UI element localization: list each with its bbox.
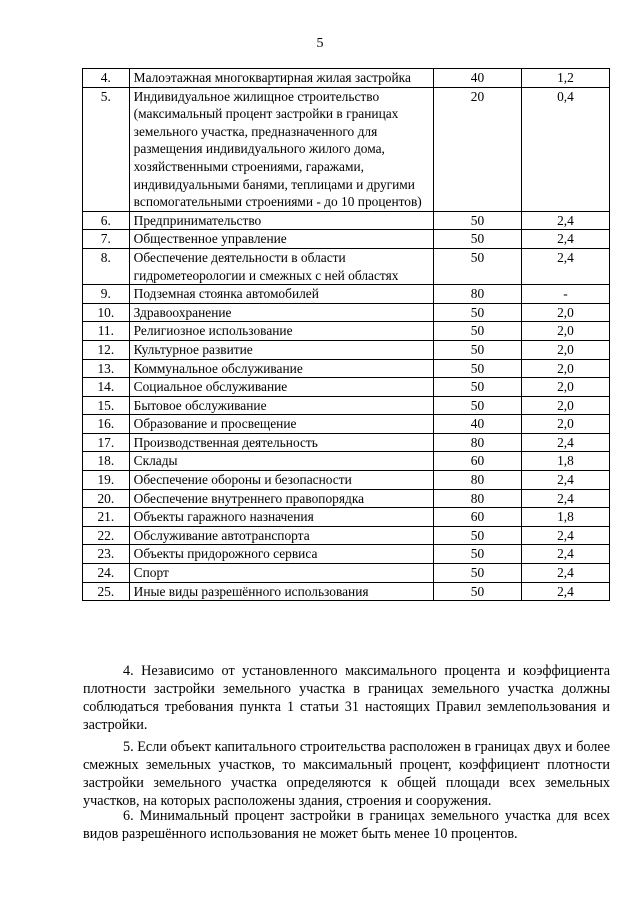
row-number-cell: 17.	[83, 433, 130, 452]
max-percent-cell: 80	[434, 471, 522, 490]
density-coefficient-cell: 2,4	[521, 433, 609, 452]
land-use-name-cell: Образование и просвещение	[129, 415, 433, 434]
density-coefficient-cell: 2,4	[521, 211, 609, 230]
row-number-cell: 25.	[83, 582, 130, 601]
table-row	[83, 87, 610, 211]
density-coefficient-cell: 2,0	[521, 340, 609, 359]
land-use-name-cell: Обеспечение внутреннего правопорядка	[129, 489, 433, 508]
density-coefficient-cell: 1,2	[521, 69, 609, 88]
land-use-name-cell: Культурное развитие	[129, 340, 433, 359]
row-number-cell: 4.	[83, 69, 130, 88]
row-number-cell: 16.	[83, 415, 130, 434]
density-coefficient-cell: 2,0	[521, 415, 609, 434]
max-percent-cell: 50	[434, 545, 522, 564]
land-use-name-cell: Объекты придорожного сервиса	[129, 545, 433, 564]
row-number-cell: 15.	[83, 396, 130, 415]
row-number-cell: 12.	[83, 340, 130, 359]
max-percent-cell: 80	[434, 285, 522, 304]
table-row	[83, 303, 610, 322]
density-coefficient-cell: 0,4	[521, 87, 609, 211]
max-percent-cell: 50	[434, 359, 522, 378]
density-coefficient-cell: 2,0	[521, 359, 609, 378]
land-use-name-cell: Малоэтажная многоквартирная жилая застройка	[129, 69, 433, 88]
table-row	[83, 378, 610, 397]
density-coefficient-cell: 2,0	[521, 322, 609, 341]
row-number-cell: 23.	[83, 545, 130, 564]
density-coefficient-cell: 2,4	[521, 471, 609, 490]
row-number-cell: 19.	[83, 471, 130, 490]
row-number-cell: 5.	[83, 87, 130, 211]
max-percent-cell: 60	[434, 508, 522, 527]
row-number-cell: 9.	[83, 285, 130, 304]
land-use-name-cell: Производственная деятельность	[129, 433, 433, 452]
table-row	[83, 545, 610, 564]
table-row	[83, 452, 610, 471]
max-percent-cell: 50	[434, 211, 522, 230]
max-percent-cell: 80	[434, 433, 522, 452]
row-number-cell: 11.	[83, 322, 130, 341]
row-number-cell: 6.	[83, 211, 130, 230]
table-row	[83, 340, 610, 359]
max-percent-cell: 50	[434, 230, 522, 249]
table-row	[83, 471, 610, 490]
land-use-name-cell: Социальное обслуживание	[129, 378, 433, 397]
page-number: 5	[316, 36, 324, 51]
table-row	[83, 322, 610, 341]
table-row	[83, 489, 610, 508]
max-percent-cell: 50	[434, 526, 522, 545]
land-use-name-cell: Обслуживание автотранспорта	[129, 526, 433, 545]
row-number-cell: 14.	[83, 378, 130, 397]
density-coefficient-cell: 1,8	[521, 452, 609, 471]
max-percent-cell: 40	[434, 415, 522, 434]
max-percent-cell: 50	[434, 378, 522, 397]
land-use-name-cell: Бытовое обслуживание	[129, 396, 433, 415]
land-use-name-cell: Религиозное использование	[129, 322, 433, 341]
density-coefficient-cell: 2,0	[521, 378, 609, 397]
table-row	[83, 582, 610, 601]
density-coefficient-cell: 2,0	[521, 303, 609, 322]
table-row	[83, 230, 610, 249]
table-row	[83, 359, 610, 378]
row-number-cell: 8.	[83, 248, 130, 284]
max-percent-cell: 50	[434, 396, 522, 415]
paragraph-4: 4. Независимо от установленного максимального процента и коэффициента плотности застройки земельного участка в границах земельного участка должны соблюдаться требования пункта 1 статьи 31 настоящих Правил землепользования и застройки.	[83, 663, 610, 733]
land-use-name-cell: Объекты гаражного назначения	[129, 508, 433, 527]
density-coefficient-cell: 2,4	[521, 230, 609, 249]
land-use-name-cell: Иные виды разрешённого использования	[129, 582, 433, 601]
table-row	[83, 396, 610, 415]
table-row	[83, 433, 610, 452]
paragraph-6: 6. Минимальный процент застройки в границах земельного участка для всех видов разрешённого использования не может быть менее 10 процентов.	[83, 808, 610, 842]
row-number-cell: 13.	[83, 359, 130, 378]
density-coefficient-cell: 2,4	[521, 564, 609, 583]
land-use-name-cell: Общественное управление	[129, 230, 433, 249]
row-number-cell: 24.	[83, 564, 130, 583]
max-percent-cell: 50	[434, 322, 522, 341]
table-row	[83, 415, 610, 434]
max-percent-cell: 50	[434, 340, 522, 359]
max-percent-cell: 50	[434, 303, 522, 322]
density-coefficient-cell: 1,8	[521, 508, 609, 527]
max-percent-cell: 50	[434, 248, 522, 284]
row-number-cell: 7.	[83, 230, 130, 249]
table-row	[83, 248, 610, 284]
table-row	[83, 564, 610, 583]
land-use-name-cell: Обеспечение обороны и безопасности	[129, 471, 433, 490]
max-percent-cell: 40	[434, 69, 522, 88]
row-number-cell: 21.	[83, 508, 130, 527]
max-percent-cell: 50	[434, 582, 522, 601]
density-coefficient-cell: 2,0	[521, 396, 609, 415]
density-coefficient-cell: -	[521, 285, 609, 304]
density-coefficient-cell: 2,4	[521, 545, 609, 564]
land-use-name-cell: Склады	[129, 452, 433, 471]
row-number-cell: 22.	[83, 526, 130, 545]
row-number-cell: 18.	[83, 452, 130, 471]
land-use-name-cell: Подземная стоянка автомобилей	[129, 285, 433, 304]
row-number-cell: 20.	[83, 489, 130, 508]
density-coefficient-cell: 2,4	[521, 582, 609, 601]
land-use-name-cell: Обеспечение деятельности в области гидрометеорологии и смежных с ней областях	[129, 248, 433, 284]
table-row	[83, 285, 610, 304]
max-percent-cell: 60	[434, 452, 522, 471]
density-coefficient-cell: 2,4	[521, 489, 609, 508]
table-body	[83, 69, 610, 601]
land-use-name-cell: Спорт	[129, 564, 433, 583]
max-percent-cell: 80	[434, 489, 522, 508]
max-percent-cell: 50	[434, 564, 522, 583]
table-row	[83, 526, 610, 545]
density-coefficient-cell: 2,4	[521, 526, 609, 545]
land-use-name-cell: Предпринимательство	[129, 211, 433, 230]
paragraph-5: 5. Если объект капитального строительства расположен в границах двух и более смежных земельных участков, то максимальный процент, коэффициент плотности застройки земельного участка определяются к общей площади всех земельных участков, на которых расположены здания, строения и сооружения.	[83, 739, 610, 809]
table-row	[83, 211, 610, 230]
table-row	[83, 69, 610, 88]
land-use-name-cell: Индивидуальное жилищное строительство (максимальный процент застройки в границах земельного участка, предназначенного для размещения индивидуального жилого дома, хозяйственными строениями, гаражами, индивидуальными банями, теплицами и другими вспомогательными строениями - до 10 процентов)	[129, 87, 433, 211]
row-number-cell: 10.	[83, 303, 130, 322]
density-coefficient-cell: 2,4	[521, 248, 609, 284]
max-percent-cell: 20	[434, 87, 522, 211]
land-use-name-cell: Здравоохранение	[129, 303, 433, 322]
table-row	[83, 508, 610, 527]
land-use-name-cell: Коммунальное обслуживание	[129, 359, 433, 378]
land-use-table	[82, 68, 610, 601]
